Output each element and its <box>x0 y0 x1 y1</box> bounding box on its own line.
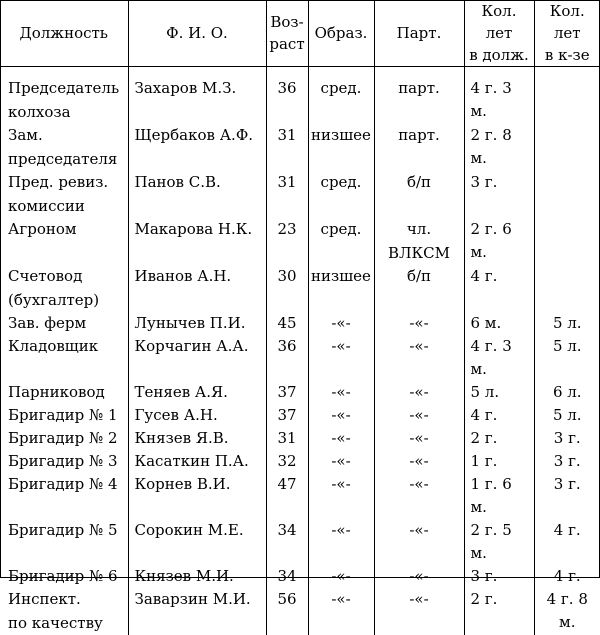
cell-education <box>308 427 374 450</box>
cell-position <box>0 381 128 404</box>
cell-education-text: -«- <box>331 521 350 539</box>
cell-years-post <box>464 335 534 381</box>
header-education: Образ. <box>308 0 374 67</box>
cell-name-text: Лунычев П.И. <box>135 314 246 332</box>
cell-name-text: Князев М.И. <box>135 567 234 585</box>
cell-position <box>0 427 128 450</box>
cell-age <box>266 565 308 588</box>
cell-age-text: 36 <box>277 79 296 97</box>
cell-years-farm <box>534 450 600 473</box>
cell-party <box>374 519 464 565</box>
cell-position-text-line2: комиссии <box>8 194 126 218</box>
header-row <box>0 0 600 67</box>
cell-age-text: 32 <box>277 452 296 470</box>
cell-years-post <box>464 450 534 473</box>
cell-position <box>0 519 128 565</box>
cell-name-text: Гусев А.Н. <box>135 406 218 424</box>
cell-party <box>374 427 464 450</box>
cell-party-text: парт. <box>398 126 440 144</box>
cell-years-post-text: 3 г. <box>471 567 498 585</box>
cell-years-post-text: 5 л. <box>471 383 500 401</box>
cell-position-text-line2: (бухгалтер) <box>8 288 126 312</box>
cell-years-post-text: 2 г. 6 м. <box>471 220 512 261</box>
cell-education-text: низшее <box>311 267 371 285</box>
cell-age-text: 31 <box>277 126 296 144</box>
cell-years-farm <box>534 381 600 404</box>
cell-party-text: -«- <box>409 452 428 470</box>
cell-years-farm-text: 4 г. <box>554 567 581 585</box>
cell-name-text: Щербаков А.Ф. <box>135 126 254 144</box>
cell-position-text: Инспект. <box>8 590 81 608</box>
cell-education-text: сред. <box>321 173 362 191</box>
cell-position <box>0 473 128 519</box>
cell-years-post <box>464 265 534 312</box>
cell-name <box>128 67 266 125</box>
cell-name <box>128 588 266 635</box>
cell-position-text: Бригадир № 2 <box>8 429 118 447</box>
cell-position <box>0 565 128 588</box>
cell-name-text: Панов С.В. <box>135 173 221 191</box>
cell-years-post <box>464 218 534 265</box>
cell-education <box>308 381 374 404</box>
cell-party <box>374 124 464 171</box>
cell-age <box>266 519 308 565</box>
header-years-post: Кол. лет в долж. <box>464 0 534 67</box>
header-age: Воз- раст <box>266 0 308 67</box>
cell-years-farm <box>534 473 600 519</box>
cell-years-post-text: 1 г. <box>471 452 498 470</box>
cell-party <box>374 67 464 125</box>
cell-name <box>128 473 266 519</box>
cell-years-post-text: 2 г. <box>471 429 498 447</box>
cell-position-text: Зам. <box>8 126 43 144</box>
cell-name-text: Макарова Н.К. <box>135 220 253 238</box>
table-row <box>0 519 600 565</box>
cell-years-farm <box>534 565 600 588</box>
cell-name-text: Заварзин М.И. <box>135 590 251 608</box>
cell-name <box>128 218 266 265</box>
table-row <box>0 335 600 381</box>
cell-party <box>374 381 464 404</box>
cell-name <box>128 171 266 218</box>
cell-education <box>308 171 374 218</box>
cell-party <box>374 218 464 265</box>
cell-years-post <box>464 519 534 565</box>
cell-position <box>0 218 128 265</box>
cell-years-farm-text: 4 г. 8 м. <box>547 590 588 631</box>
cell-years-post <box>464 588 534 635</box>
cell-party-text: -«- <box>409 567 428 585</box>
cell-name-text: Иванов А.Н. <box>135 267 232 285</box>
table-row <box>0 67 600 125</box>
cell-name <box>128 124 266 171</box>
header-years-farm: Кол. лет в к-зе <box>534 0 600 67</box>
cell-years-farm-text: 3 г. <box>554 452 581 470</box>
cell-age-text: 47 <box>277 475 296 493</box>
cell-name <box>128 404 266 427</box>
cell-years-farm-text: 5 л. <box>553 406 582 424</box>
cell-years-post <box>464 565 534 588</box>
cell-name <box>128 565 266 588</box>
table-row <box>0 450 600 473</box>
cell-years-farm-text: 5 л. <box>553 314 582 332</box>
cell-age <box>266 404 308 427</box>
cell-party-text: б/п <box>407 267 431 285</box>
table-row <box>0 565 600 588</box>
cell-party <box>374 565 464 588</box>
cell-position-text: Бригадир № 1 <box>8 406 118 424</box>
cell-position <box>0 450 128 473</box>
table-row <box>0 265 600 312</box>
cell-position-text: Бригадир № 3 <box>8 452 118 470</box>
cell-education-text: -«- <box>331 337 350 355</box>
cell-education-text: -«- <box>331 314 350 332</box>
cell-position <box>0 312 128 335</box>
header-party: Парт. <box>374 0 464 67</box>
cell-party-text: -«- <box>409 337 428 355</box>
cell-position-text: Агроном <box>8 220 77 238</box>
cell-party-text: парт. <box>398 79 440 97</box>
cell-position <box>0 265 128 312</box>
cell-age <box>266 67 308 125</box>
cell-education <box>308 335 374 381</box>
cell-education <box>308 265 374 312</box>
cell-education <box>308 312 374 335</box>
cell-years-post-text: 2 г. <box>471 590 498 608</box>
cell-age <box>266 427 308 450</box>
cell-name <box>128 335 266 381</box>
cell-years-post-text: 4 г. 3 м. <box>471 337 512 378</box>
table-row <box>0 473 600 519</box>
table-row <box>0 381 600 404</box>
cell-years-farm <box>534 404 600 427</box>
cell-age-text: 34 <box>277 567 296 585</box>
cell-years-farm <box>534 312 600 335</box>
cell-years-farm-text: 6 л. <box>553 383 582 401</box>
cell-party-text: -«- <box>409 590 428 608</box>
cell-years-post <box>464 427 534 450</box>
cell-years-farm <box>534 171 600 218</box>
cell-party-text: -«- <box>409 429 428 447</box>
cell-name-text: Князев Я.В. <box>135 429 229 447</box>
cell-name-text: Касаткин П.А. <box>135 452 249 470</box>
table-row <box>0 171 600 218</box>
cell-age <box>266 265 308 312</box>
cell-party-text: -«- <box>409 521 428 539</box>
cell-position-text: Председатель <box>8 79 119 97</box>
cell-position-text: Бригадир № 5 <box>8 521 118 539</box>
cell-age-text: 31 <box>277 173 296 191</box>
cell-age-text: 45 <box>277 314 296 332</box>
cell-name-text: Сорокин М.Е. <box>135 521 244 539</box>
table-row <box>0 312 600 335</box>
cell-position-text-line2: председателя <box>8 147 126 171</box>
cell-position-text: Зав. ферм <box>8 314 86 332</box>
cell-age <box>266 473 308 519</box>
table-row <box>0 404 600 427</box>
cell-party <box>374 404 464 427</box>
cell-position-text: Счетовод <box>8 267 82 285</box>
cell-years-farm-text: 5 л. <box>553 337 582 355</box>
cell-education <box>308 473 374 519</box>
cell-position-text: Кладовщик <box>8 337 98 355</box>
cell-age <box>266 171 308 218</box>
cell-age <box>266 381 308 404</box>
cell-party <box>374 265 464 312</box>
cell-age-text: 37 <box>277 406 296 424</box>
cell-years-post-text: 2 г. 8 м. <box>471 126 512 167</box>
cell-years-farm-text: 4 г. <box>554 521 581 539</box>
table-row <box>0 218 600 265</box>
cell-position-text-line2: колхоза <box>8 100 126 124</box>
cell-years-farm-text: 3 г. <box>554 475 581 493</box>
cell-education-text: -«- <box>331 406 350 424</box>
cell-years-post <box>464 404 534 427</box>
cell-position <box>0 335 128 381</box>
cell-years-farm <box>534 335 600 381</box>
table-row <box>0 124 600 171</box>
cell-years-farm <box>534 519 600 565</box>
cell-years-post <box>464 381 534 404</box>
cell-years-post <box>464 473 534 519</box>
table-body <box>0 67 600 635</box>
cell-position <box>0 404 128 427</box>
cell-years-post <box>464 124 534 171</box>
cell-name-text: Захаров М.З. <box>135 79 237 97</box>
cell-education <box>308 565 374 588</box>
cell-party-text: -«- <box>409 475 428 493</box>
cell-years-post <box>464 171 534 218</box>
cell-years-farm <box>534 427 600 450</box>
cell-position-text: Бригадир № 4 <box>8 475 118 493</box>
cell-years-farm-text: 3 г. <box>554 429 581 447</box>
cell-years-farm <box>534 67 600 125</box>
cell-years-post <box>464 312 534 335</box>
cell-party <box>374 171 464 218</box>
cell-age-text: 36 <box>277 337 296 355</box>
cell-education-text: сред. <box>321 79 362 97</box>
cell-age-text: 31 <box>277 429 296 447</box>
cell-name <box>128 519 266 565</box>
table-row <box>0 588 600 635</box>
cell-party <box>374 588 464 635</box>
cell-age <box>266 450 308 473</box>
cell-age-text: 56 <box>277 590 296 608</box>
cell-years-post-text: 1 г. 6 м. <box>471 475 512 516</box>
cell-age <box>266 124 308 171</box>
cell-name <box>128 450 266 473</box>
cell-age-text: 37 <box>277 383 296 401</box>
header-position: Должность <box>0 0 128 67</box>
cell-education <box>308 404 374 427</box>
header-name: Ф. И. О. <box>128 0 266 67</box>
cell-education-text: -«- <box>331 567 350 585</box>
cell-years-post-text: 4 г. <box>471 406 498 424</box>
cell-years-farm <box>534 124 600 171</box>
cell-name-text: Корнев В.И. <box>135 475 231 493</box>
cell-name <box>128 312 266 335</box>
cell-education-text: -«- <box>331 429 350 447</box>
table-row <box>0 427 600 450</box>
cell-position <box>0 124 128 171</box>
cell-years-post-text: 4 г. <box>471 267 498 285</box>
cell-position <box>0 171 128 218</box>
cell-education <box>308 218 374 265</box>
cell-position <box>0 67 128 125</box>
cell-years-post-text: 3 г. <box>471 173 498 191</box>
cell-party-text-line2: ВЛКСМ <box>377 241 462 265</box>
cell-education-text: -«- <box>331 590 350 608</box>
cell-position-text: Парниковод <box>8 383 105 401</box>
cell-position-text: Пред. ревиз. <box>8 173 108 191</box>
cell-party-text: б/п <box>407 173 431 191</box>
cell-education-text: -«- <box>331 383 350 401</box>
cell-age-text: 34 <box>277 521 296 539</box>
cell-party-text: -«- <box>409 383 428 401</box>
cell-party-text: -«- <box>409 314 428 332</box>
cell-education <box>308 124 374 171</box>
cell-education-text: низшее <box>311 126 371 144</box>
cell-age <box>266 588 308 635</box>
cell-name-text: Теняев А.Я. <box>135 383 228 401</box>
cell-education-text: сред. <box>321 220 362 238</box>
cell-party <box>374 450 464 473</box>
cell-party <box>374 473 464 519</box>
cell-party <box>374 335 464 381</box>
cell-name <box>128 427 266 450</box>
cell-age <box>266 312 308 335</box>
cell-years-farm <box>534 588 600 635</box>
cell-age <box>266 335 308 381</box>
cell-position-text-line2: по качеству <box>8 611 126 635</box>
cell-position <box>0 588 128 635</box>
cell-years-farm <box>534 218 600 265</box>
cell-name-text: Корчагин А.А. <box>135 337 249 355</box>
cell-years-post-text: 6 м. <box>471 314 502 332</box>
cell-party <box>374 312 464 335</box>
cell-education <box>308 450 374 473</box>
cell-years-farm <box>534 265 600 312</box>
cell-age-text: 23 <box>277 220 296 238</box>
cell-party-text: чл. <box>407 220 431 238</box>
cell-years-post-text: 2 г. 5 м. <box>471 521 512 562</box>
cell-position-text: Бригадир № 6 <box>8 567 118 585</box>
cell-party-text: -«- <box>409 406 428 424</box>
cell-age-text: 30 <box>277 267 296 285</box>
cell-years-post-text: 4 г. 3 м. <box>471 79 512 120</box>
cell-years-post <box>464 67 534 125</box>
cell-education-text: -«- <box>331 452 350 470</box>
cell-education <box>308 588 374 635</box>
cell-education <box>308 67 374 125</box>
cell-age <box>266 218 308 265</box>
cell-name <box>128 265 266 312</box>
cell-education-text: -«- <box>331 475 350 493</box>
cell-name <box>128 381 266 404</box>
cell-education <box>308 519 374 565</box>
